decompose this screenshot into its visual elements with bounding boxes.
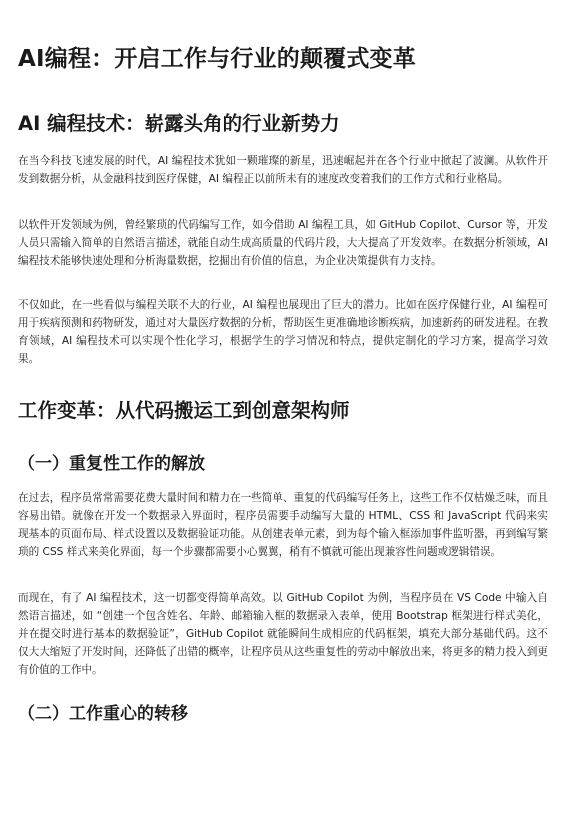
paragraph: 不仅如此，在一些看似与编程关联不大的行业，AI 编程也展现出了巨大的潜力。比如在医疗保健行业，AI 编程可用于疾病预测和药物研发，通过对大量医疗数据的分析，帮助医生更准确地诊断疾病，加速新药的研发进程。在教育领域，AI 编程技术可以实现个性化学习，根据学生的学习情况和特点，提供定制化的学习方案，提高学习效果。 bbox=[18, 299, 548, 365]
paragraph: 以软件开发领域为例，曾经繁琐的代码编写工作，如今借助 AI 编程工具，如 GitHub Copilot、Cursor 等，开发人员只需输入简单的自然语言描述，就能自动生成高质量的代码片段，大大提高了开发效率。在数据分析领域，AI 编程技术能够快速处理和分析海量数据，挖掘出有价值的信息，为企业决策提供有力支持。 bbox=[18, 219, 548, 267]
paragraph: 在当今科技飞速发展的时代，AI 编程技术犹如一颗璀璨的新星，迅速崛起并在各个行业中掀起了波澜。从软件开发到数据分析，从金融科技到医疗保健，AI 编程正以前所未有的速度改变着我们的工作方式和行业格局。 bbox=[18, 155, 548, 185]
section-heading-work-change: 工作变革：从代码搬运工到创意架构师 bbox=[18, 399, 350, 422]
paragraph: 在过去，程序员常常需要花费大量时间和精力在一些简单、重复的代码编写任务上，这些工作不仅枯燥乏味，而且容易出错。就像在开发一个数据录入界面时，程序员需要手动编写大量的 HTML、CSS 和 JavaScript 代码来实现基本的页面布局、样式设置以及数据验证功能。从创建表单元素，到为每个输入框添加事件监听器，再到编写繁琐的 CSS 样式来美化界面，每一个步骤都需要小心翼翼，稍有不慎就可能出现兼容性问题或逻辑错误。 bbox=[18, 492, 548, 558]
page-title: AI编程：开启工作与行业的颠覆式变革 bbox=[18, 46, 416, 72]
subsection-heading-focus-shift: （二）工作重心的转移 bbox=[18, 704, 188, 724]
section-heading-ai-tech: AI 编程技术：崭露头角的行业新势力 bbox=[18, 112, 340, 135]
subsection-heading-repetitive-work: （一）重复性工作的解放 bbox=[18, 454, 205, 474]
paragraph: 而现在，有了 AI 编程技术，这一切都变得简单高效。以 GitHub Copilot 为例，当程序员在 VS Code 中输入自然语言描述，如 “创建一个包含姓名、年龄、邮箱输入框的数据录入表单，使用 Bootstrap 框架进行样式美化，并在提交时进行基本的数据验证”，GitHub Copilot 就能瞬间生成相应的代码框架，填充大部分基础代码。这不仅大大缩短了开发时间，还降低了出错的概率，让程序员从这些重复性的劳动中解放出来，将更多的精力投入到更有价值的工作中。 bbox=[18, 592, 548, 676]
